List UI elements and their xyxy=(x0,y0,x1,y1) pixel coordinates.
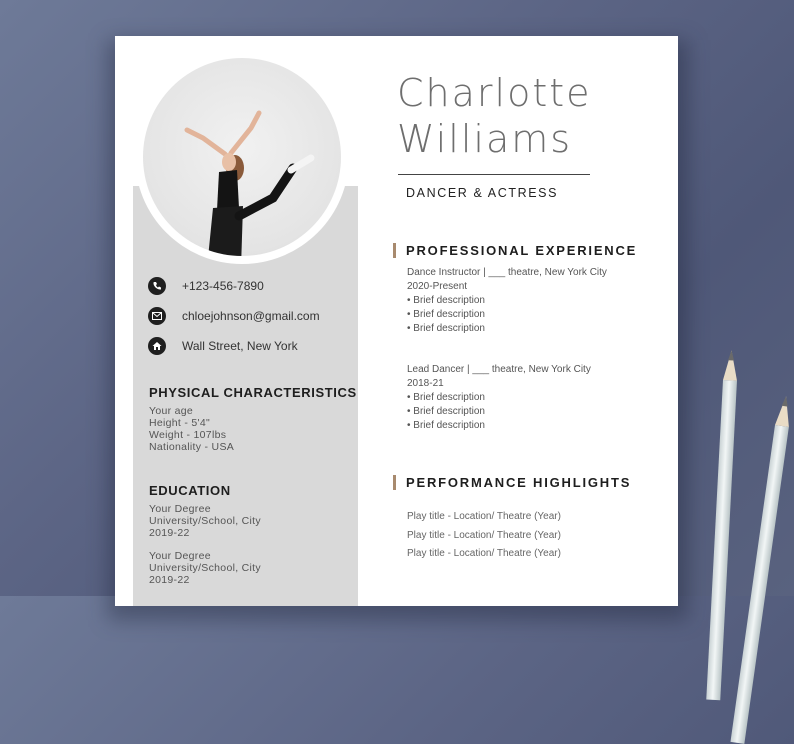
resume-page xyxy=(115,36,678,606)
physical-line: Nationality - USA xyxy=(149,441,235,453)
phone-text: +123-456-7890 xyxy=(182,279,264,293)
education-heading: EDUCATION xyxy=(149,483,231,498)
heading-accent-bar xyxy=(393,243,396,258)
heading-accent-bar xyxy=(393,475,396,490)
job-bullet: • Brief description xyxy=(407,392,485,403)
email-text: chloejohnson@gmail.com xyxy=(182,309,320,323)
physical-line: Height - 5'4" xyxy=(149,417,210,429)
education-years: 2019-22 xyxy=(149,527,190,539)
envelope-icon xyxy=(148,307,166,325)
pencil xyxy=(706,380,737,700)
education-degree: Your Degree xyxy=(149,550,211,562)
address-text: Wall Street, New York xyxy=(182,339,298,353)
performance-item: Play title - Location/ Theatre (Year) xyxy=(407,530,561,541)
profile-photo xyxy=(143,58,341,256)
physical-line: Your age xyxy=(149,405,194,417)
job-bullet: • Brief description xyxy=(407,295,485,306)
role-title: DANCER & ACTRESS xyxy=(406,186,559,200)
pencil-lead xyxy=(728,350,735,360)
experience-heading xyxy=(393,242,637,258)
dancer-illustration xyxy=(143,58,341,256)
pencil xyxy=(730,425,788,744)
education-years: 2019-22 xyxy=(149,574,190,586)
job-dates: 2020-Present xyxy=(407,281,468,292)
phone-icon xyxy=(148,277,166,295)
job-bullet: • Brief description xyxy=(407,406,485,417)
job-bullet: • Brief description xyxy=(407,309,485,320)
contact-address xyxy=(148,336,298,356)
performance-heading-label: PERFORMANCE HIGHLIGHTS xyxy=(406,474,632,490)
education-degree: Your Degree xyxy=(149,503,211,515)
contact-phone xyxy=(148,276,264,296)
job-bullet: • Brief description xyxy=(407,323,485,334)
name-divider xyxy=(398,174,590,175)
contact-email xyxy=(148,306,320,326)
performance-heading xyxy=(393,474,631,490)
education-school: University/School, City xyxy=(149,562,261,574)
job-title: Lead Dancer | ___ theatre, New York City xyxy=(407,364,591,375)
performance-item: Play title - Location/ Theatre (Year) xyxy=(407,548,561,559)
physical-heading: PHYSICAL CHARACTERISTICS xyxy=(149,385,357,400)
job-title: Dance Instructor | ___ theatre, New York City xyxy=(407,267,607,278)
performance-item: Play title - Location/ Theatre (Year) xyxy=(407,511,561,522)
first-name: Charlotte xyxy=(397,71,592,115)
home-icon xyxy=(148,337,166,355)
experience-heading-label: PROFESSIONAL EXPERIENCE xyxy=(406,242,638,258)
physical-line: Weight - 107lbs xyxy=(149,429,227,441)
last-name: Williams xyxy=(397,117,573,161)
job-dates: 2018-21 xyxy=(407,378,444,389)
job-bullet: • Brief description xyxy=(407,420,485,431)
education-school: University/School, City xyxy=(149,515,261,527)
